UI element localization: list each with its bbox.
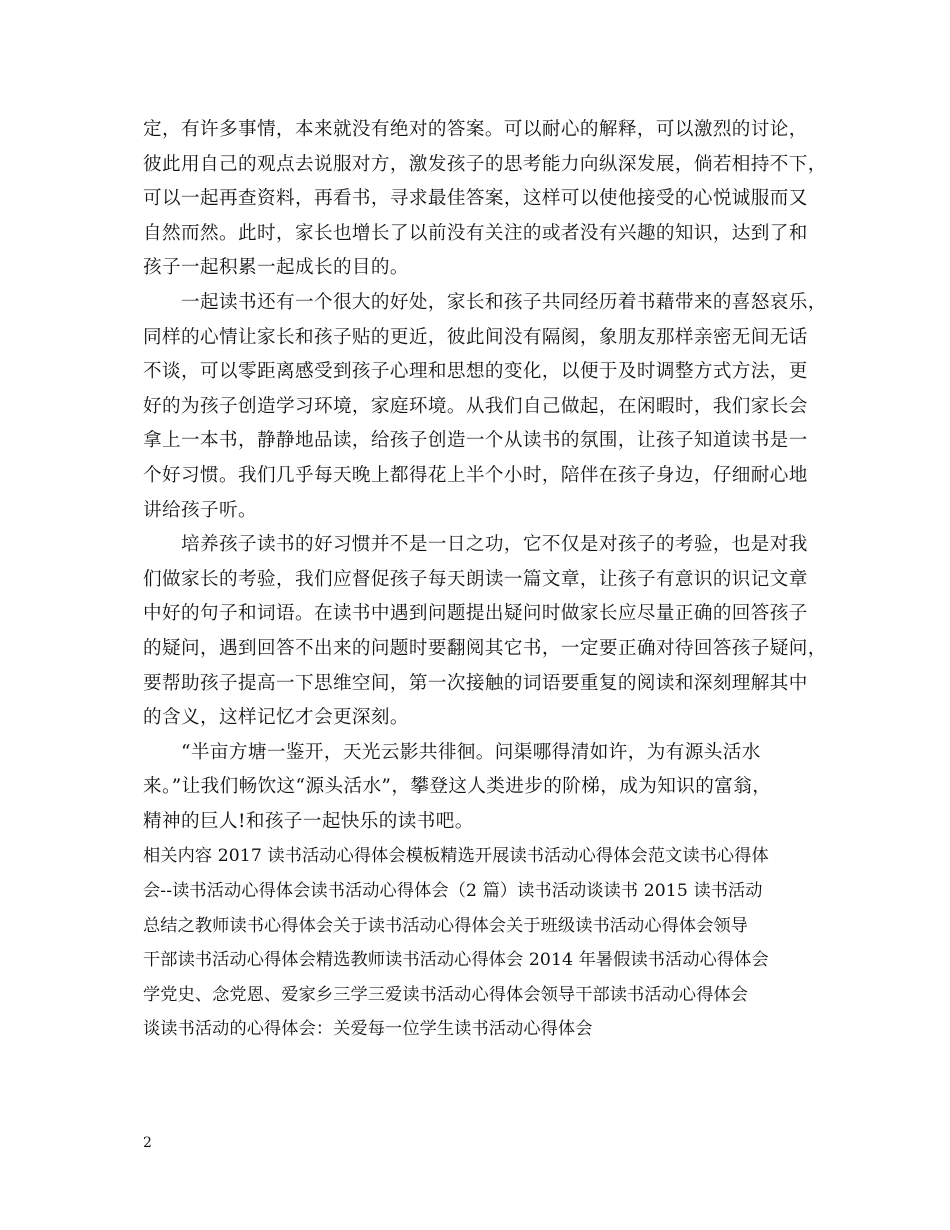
related-line: 相关内容 2017 读书活动心得体会模板精选开展读书活动心得体会范文读书心得体 <box>143 846 769 867</box>
text-line: 来。”让我们畅饮这“源头活水”，攀登这人类进步的阶梯，成为知识的富翁， <box>143 776 772 798</box>
text-line: 的疑问，遇到回答不出来的问题时要翻阅其它书，一定要正确对待回答孩子疑问， <box>143 637 827 659</box>
text-line: 彼此用自己的观点去说服对方，激发孩子的思考能力向纵深发展，倘若相持不下， <box>143 153 827 175</box>
text-line: 不谈，可以零距离感受到孩子心理和思想的变化，以便于及时调整方式方法，更 <box>143 361 808 383</box>
related-line: 学党史、念党恩、爱家乡三学三爱读书活动心得体会领导干部读书活动心得体会 <box>143 984 749 1005</box>
text-line: 个好习惯。我们几乎每天晚上都得花上半个小时，陪伴在孩子身边，仔细耐心地 <box>143 464 808 486</box>
text-line: 要帮助孩子提高一下思维空间，第一次接触的词语要重复的阅读和深刻理解其中 <box>143 672 808 694</box>
related-line: 会--读书活动心得体会读书活动心得体会（2 篇）读书活动谈读书 2015 读书活动 <box>143 881 763 902</box>
related-content <box>143 839 813 1047</box>
related-line: 总结之教师读书心得体会关于读书活动心得体会关于班级读书活动心得体会领导 <box>143 915 749 936</box>
text-line: “半亩方塘一鉴开，天光云影共徘徊。问渠哪得清如许，为有源头活水 <box>143 741 761 763</box>
text-line: 一起读书还有一个很大的好处，家长和孩子共同经历着书藉带来的喜怒哀乐， <box>143 291 827 313</box>
paragraph-3 <box>143 528 827 736</box>
related-line: 谈读书活动的心得体会：关爱每一位学生读书活动心得体会 <box>143 1019 593 1040</box>
related-line: 干部读书活动心得体会精选教师读书活动心得体会 2014 年暑假读书活动心得体会 <box>143 950 769 971</box>
text-line: 培养孩子读书的好习惯并不是一日之功，它不仅是对孩子的考验，也是对我 <box>143 534 808 556</box>
paragraph-1 <box>143 113 827 286</box>
text-line: 中好的句子和词语。在读书中遇到问题提出疑问时做家长应尽量正确的回答孩子 <box>143 603 808 625</box>
text-line: 好的为孩子创造学习环境，家庭环境。从我们自己做起，在闲暇时，我们家长会 <box>143 395 808 417</box>
text-line: 孩子一起积累一起成长的目的。 <box>143 257 409 279</box>
text-line: 定，有许多事情，本来就没有绝对的答案。可以耐心的解释，可以激烈的讨论， <box>143 119 808 140</box>
text-line: 的含义，这样记忆才会更深刻。 <box>143 707 409 729</box>
paragraph-4 <box>143 736 813 840</box>
text-line: 讲给孩子听。 <box>143 499 257 521</box>
page-number: 2 <box>143 1135 152 1151</box>
text-line: 们做家长的考验，我们应督促孩子每天朗读一篇文章，让孩子有意识的识记文章 <box>143 568 808 590</box>
text-line: 精神的巨人!和孩子一起快乐的读书吧。 <box>143 810 474 832</box>
body-text <box>143 113 827 1047</box>
text-line: 自然而然。此时，家长也增长了以前没有关注的或者没有兴趣的知识，达到了和 <box>143 222 808 244</box>
text-line: 同样的心情让家长和孩子贴的更近，彼此间没有隔阂，象朋友那样亲密无间无话 <box>143 326 808 348</box>
text-line: 可以一起再查资料，再看书，寻求最佳答案，这样可以使他接受的心悦诚服而又 <box>143 188 808 210</box>
paragraph-2 <box>143 286 827 528</box>
text-line: 拿上一本书，静静地品读，给孩子创造一个从读书的氛围，让孩子知道读书是一 <box>143 430 808 452</box>
